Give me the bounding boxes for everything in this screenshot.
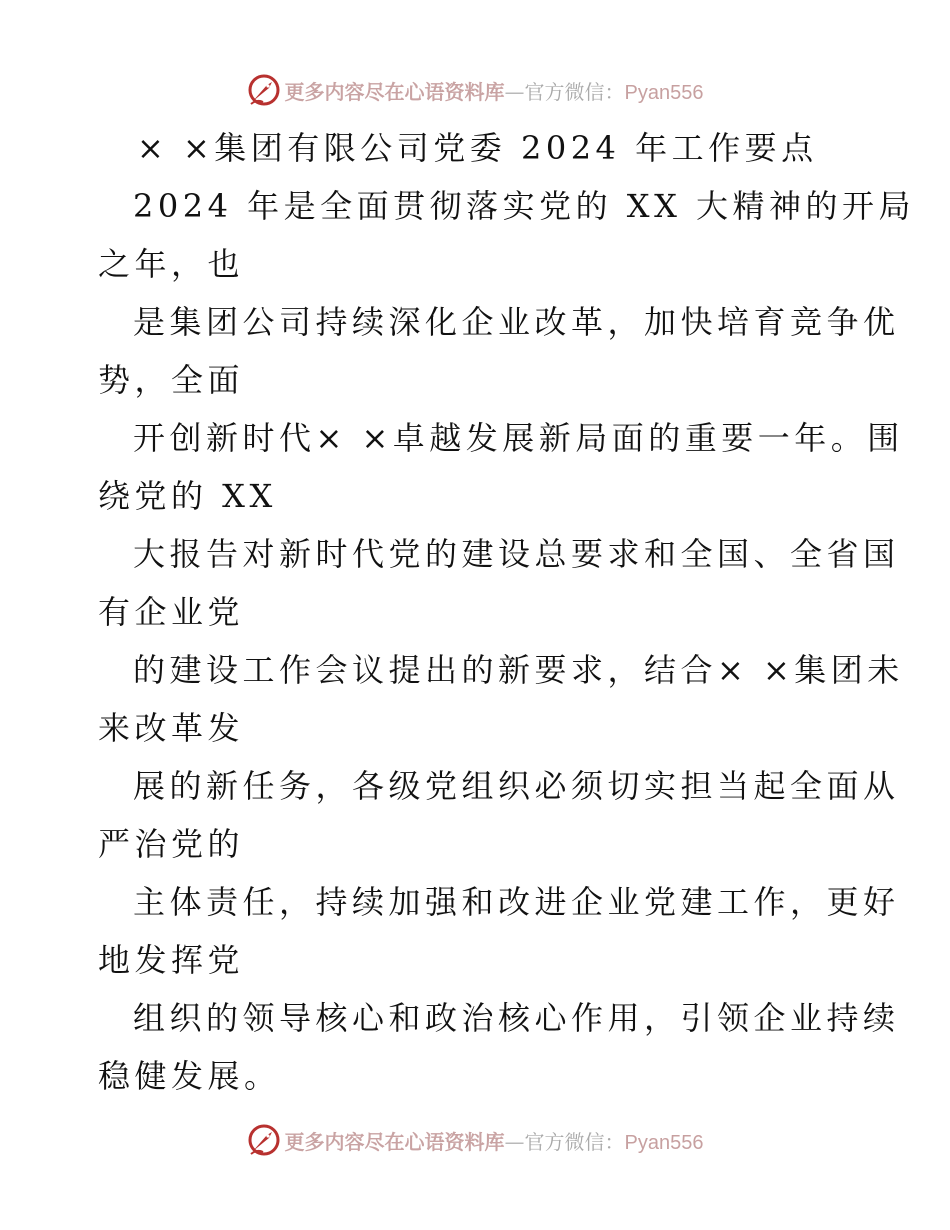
footer-watermark [0,1120,950,1160]
paragraph-line: 稳健发展。 [98,1057,281,1095]
pen-nib-logo-icon [247,1123,281,1157]
paragraph-line: 势，全面 [98,361,245,399]
header-watermark [0,70,950,110]
paragraph-line: 是集团公司持续深化企业改革，加快培育竞争优 [133,303,900,341]
paragraph-line: 开创新时代× ×卓越发展新局面的重要一年。围 [133,419,904,457]
pen-nib-logo-icon [247,73,281,107]
document-title: × ×集团有限公司党委 2024 年工作要点 [137,129,818,167]
watermark-dash: — [504,79,525,104]
paragraph-line: 主体责任，持续加强和改进企业党建工作，更好 [133,883,900,921]
paragraph-line: 大报告对新时代党的建设总要求和全国、全省国 [133,535,900,573]
watermark-site-text: 更多内容尽在心语资料库 [284,1129,505,1154]
watermark-site-text: 更多内容尽在心语资料库 [284,79,505,104]
paragraph-line: 有企业党 [98,593,245,631]
paragraph-line: 的建设工作会议提出的新要求，结合× ×集团未 [133,651,904,689]
paragraph-line: 严治党的 [98,825,245,863]
watermark-text [285,76,704,105]
paragraph-line: 展的新任务，各级党组织必须切实担当起全面从 [133,767,900,805]
watermark-label: 官方微信： [524,1129,625,1154]
paragraph-line: 来改革发 [98,709,245,747]
watermark-wechat-id: Pyan556 [624,81,704,104]
paragraph-line: 2024 年是全面贯彻落实党的 XX 大精神的开局 [133,187,916,225]
paragraph-line: 组织的领导核心和政治核心作用，引领企业持续 [133,999,900,1037]
paragraph-line: 之年，也 [98,245,245,283]
watermark-label: 官方微信： [524,79,625,104]
watermark-wechat-id: Pyan556 [624,1131,704,1154]
paragraph-line: 地发挥党 [98,941,245,979]
paragraph-line: 绕党的 XX [98,477,277,515]
watermark-text [285,1126,704,1155]
watermark-dash: — [504,1129,525,1154]
